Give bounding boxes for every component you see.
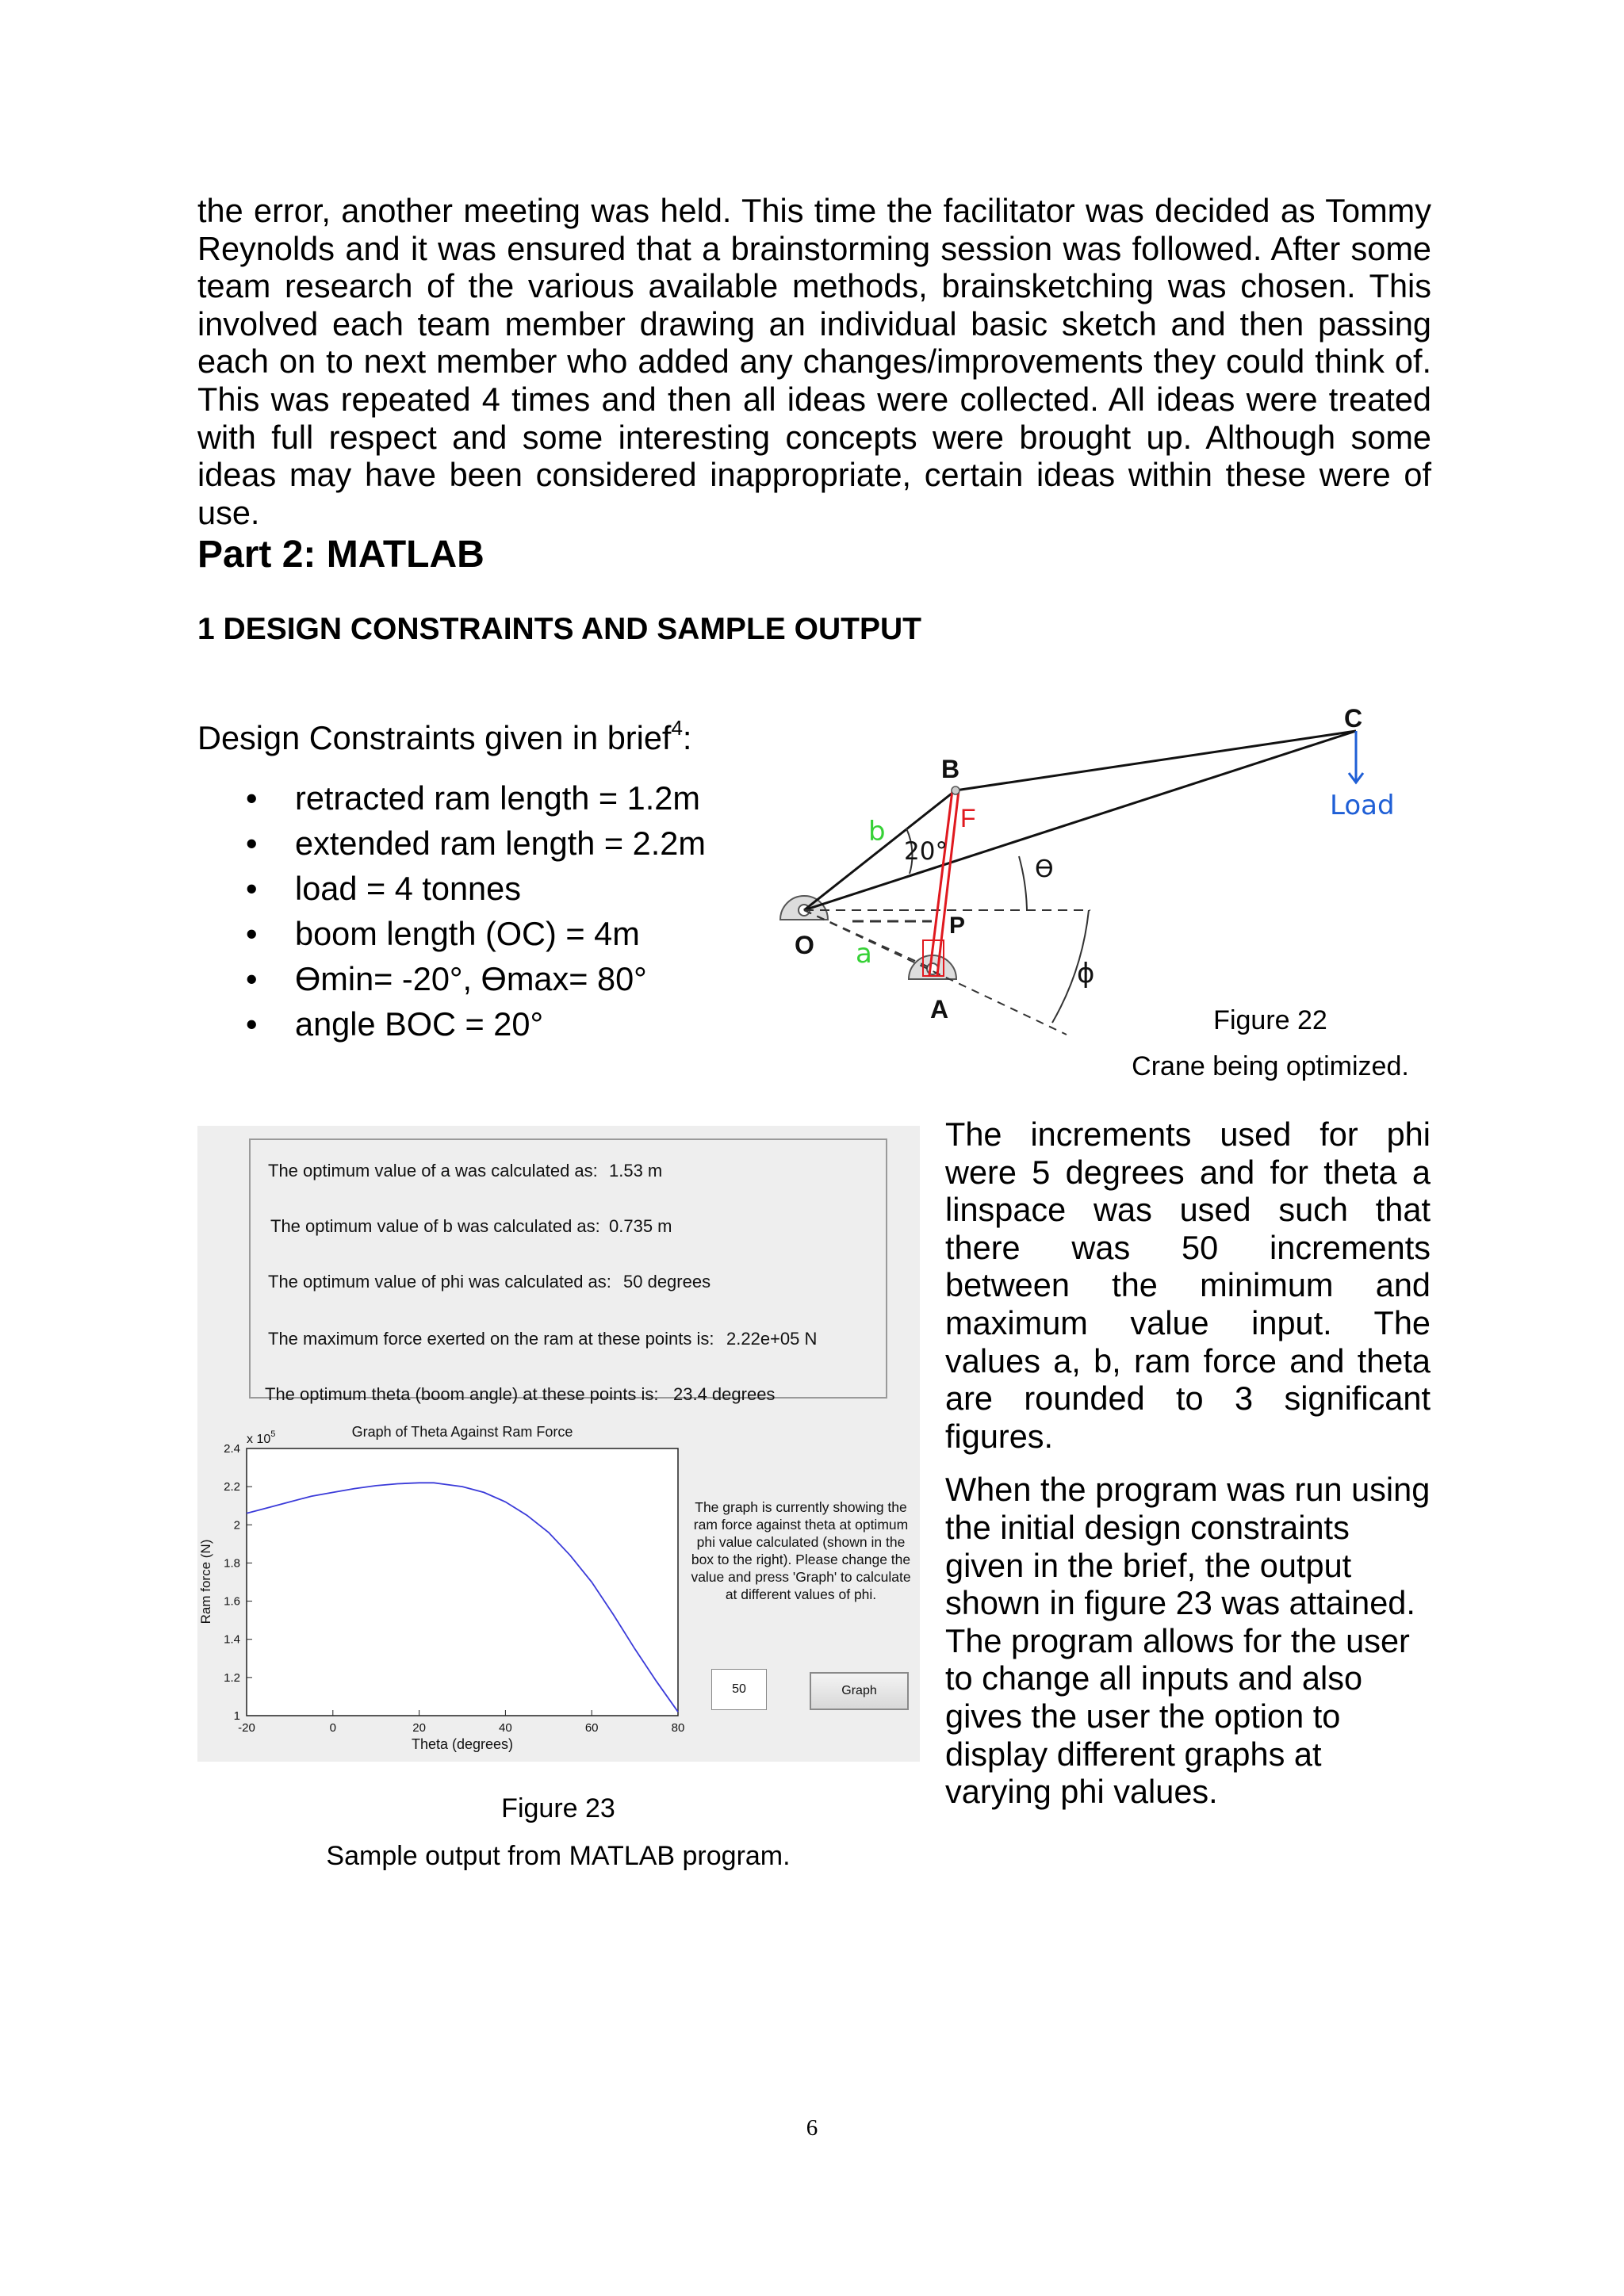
constraints-intro: [197, 716, 691, 757]
x-tick-label: 0: [329, 1721, 336, 1735]
bullet-icon: •: [246, 870, 258, 907]
bullet-icon: •: [246, 915, 258, 952]
constraint-text: boom length (OC) = 4m: [295, 915, 640, 952]
x-tick-label: 40: [499, 1721, 512, 1735]
x-axis-label: Theta (degrees): [411, 1736, 514, 1752]
label-o: O: [795, 931, 814, 959]
plot-area: [247, 1448, 678, 1716]
y-tick-label: 2.4: [224, 1442, 240, 1456]
constraint-text: ϴmin= -20°, ϴmax= 80°: [295, 960, 647, 997]
y-tick-label: 1.2: [224, 1670, 240, 1685]
figure-22-caption: Crane being optimized.: [1132, 1051, 1409, 1081]
y-multiplier: [247, 1429, 275, 1446]
constraint-text: load = 4 tonnes: [295, 870, 521, 907]
y-tick-label: 2: [233, 1518, 240, 1533]
x-tick-label: 20: [412, 1721, 426, 1735]
label-p: P: [949, 913, 966, 939]
page-number: 6: [806, 2115, 818, 2141]
y-axis-label: Ram force (N): [198, 1539, 213, 1624]
label-c: C: [1344, 704, 1363, 733]
constraints-intro-text: Design Constraints given in brief: [197, 719, 672, 756]
bullet-icon: •: [246, 779, 258, 817]
label-side-b: b: [868, 816, 886, 848]
matlab-output-window: [197, 1126, 920, 1762]
figure-22-number: Figure 22: [1213, 1005, 1327, 1035]
side-paragraph-2: When the program was run using the initial design constraints given in the brief, the output shown in figure 23 was attained. The program allows for the user to change all inputs and also gives the user the option to display different graphs at varying phi values.: [945, 1471, 1431, 1811]
result-a-label: The optimum value of a was calculated as:: [268, 1161, 598, 1181]
y-multiplier-base: x 10: [247, 1433, 271, 1446]
list-item: [246, 866, 706, 911]
label-angle-20: 20°: [904, 837, 948, 866]
result-phi-label: The optimum value of phi was calculated as:: [268, 1272, 611, 1292]
footnote-reference: 4: [671, 716, 683, 740]
ram-force-chart: [197, 1126, 920, 1762]
chart-title: Graph of Theta Against Ram Force: [351, 1424, 573, 1440]
label-f: F: [960, 804, 976, 832]
constraint-text: extended ram length = 2.2m: [295, 825, 706, 862]
part-heading: Part 2: MATLAB: [197, 534, 485, 576]
constraint-text: angle BOC = 20°: [295, 1005, 544, 1043]
result-theta-label: The optimum theta (boom angle) at these points is:: [265, 1384, 659, 1404]
constraints-list: [246, 775, 706, 1047]
y-tick-label: 1: [233, 1709, 240, 1723]
label-phi: ϕ: [1077, 958, 1095, 989]
constraint-text: retracted ram length = 1.2m: [295, 779, 700, 817]
bullet-icon: •: [246, 1005, 258, 1043]
list-item: [246, 911, 706, 956]
y-tick-label: 1.8: [224, 1556, 240, 1571]
boom-line-oc: [804, 731, 1356, 910]
joint-b: [952, 786, 959, 794]
list-item: [246, 775, 706, 821]
list-item: [246, 1001, 706, 1047]
bullet-icon: •: [246, 960, 258, 997]
label-side-a: a: [856, 938, 872, 970]
x-tick-label: 80: [671, 1721, 685, 1735]
result-b-value: 0.735 m: [609, 1216, 672, 1236]
label-load: Load: [1330, 790, 1395, 821]
list-item: [246, 821, 706, 866]
y-tick-label: 1.4: [224, 1632, 240, 1647]
result-a-value: 1.53 m: [609, 1161, 663, 1181]
label-theta: ϴ: [1035, 855, 1054, 883]
list-item: [246, 956, 706, 1001]
result-theta-value: 23.4 degrees: [673, 1384, 776, 1404]
bullet-icon: •: [246, 825, 258, 862]
y-tick-label: 1.6: [224, 1594, 240, 1609]
intro-paragraph: the error, another meeting was held. This time the facilitator was decided as Tommy Reynolds and it was ensured that a brainstorming session was followed. After some team research of the various available methods, brainsketching was chosen. This involved each team member drawing an individual basic sketch and then passing each on to next member who added any changes/improvements they could think of. This was repeated 4 times and then all ideas were collected. All ideas were treated with full respect and some interesting concepts were brought up. Although some ideas may have been considered inappropriate, certain ideas within these were of use.: [197, 192, 1431, 531]
result-force-label: The maximum force exerted on the ram at these points is:: [268, 1329, 714, 1349]
graph-button[interactable]: Graph: [810, 1672, 909, 1710]
x-tick-label: -20: [238, 1721, 255, 1735]
label-b: B: [941, 755, 960, 783]
y-multiplier-exponent: 5: [270, 1429, 276, 1439]
figure-23-number: Figure 23: [501, 1793, 615, 1823]
result-phi-value: 50 degrees: [623, 1272, 711, 1292]
figure-23-caption: Sample output from MATLAB program.: [326, 1841, 791, 1871]
phi-input[interactable]: 50: [711, 1669, 767, 1710]
crane-diagram: [773, 698, 1447, 1039]
label-a: A: [930, 995, 949, 1024]
boom-line-bc: [956, 731, 1356, 790]
result-b-label: The optimum value of b was calculated as:: [270, 1216, 600, 1236]
side-text: [945, 1115, 1431, 1827]
y-tick-label: 2.2: [224, 1480, 240, 1494]
side-paragraph-1: The increments used for phi were 5 degrees and for theta a linspace was used such that there was 50 increments between the minimum and maximum value input. The values a, b, ram force and theta are rounded to 3 significant figures.: [945, 1115, 1431, 1455]
result-force-value: 2.22e+05 N: [726, 1329, 818, 1349]
constraints-intro-colon: :: [682, 719, 692, 756]
theta-arc: [1019, 856, 1027, 910]
x-tick-label: 60: [584, 1721, 599, 1735]
section-heading: 1 DESIGN CONSTRAINTS AND SAMPLE OUTPUT: [197, 612, 921, 646]
graph-note: The graph is currently showing the ram force against theta at optimum phi value calculated (shown in the box to the right). Please change the value and press 'Graph' to calculate at different values of phi.: [691, 1499, 911, 1602]
